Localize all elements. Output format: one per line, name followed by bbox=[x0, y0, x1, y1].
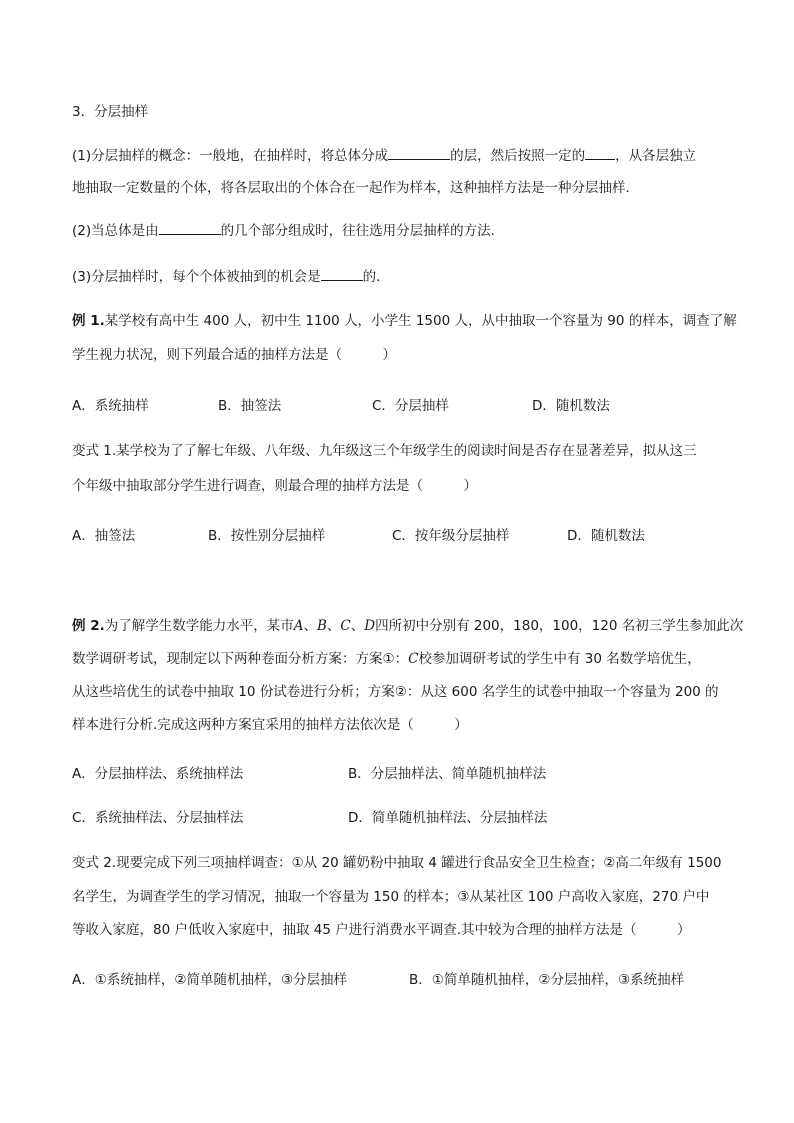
ex2-option-c: C．系统抽样法、分层抽样法 bbox=[72, 810, 244, 826]
concept-p3-b: 的． bbox=[362, 269, 390, 285]
var2-option-a: A．①系统抽样，②简单随机抽样，③分层抽样 bbox=[72, 972, 348, 988]
ex2-var-d: D bbox=[364, 618, 376, 634]
ex1-option-b: B．抽签法 bbox=[218, 398, 282, 414]
concept-p2-a: (2)当总体是由 bbox=[72, 223, 159, 239]
var1-label: 变式 1. bbox=[72, 443, 117, 459]
var2-label: 变式 2. bbox=[72, 855, 117, 871]
ex2-text1a: 为了解学生数学能力水平，某市 bbox=[104, 618, 294, 634]
var1-text1: 某学校为了了解七年级、八年级、九年级这三个年级学生的阅读时间是否存在显著差异，拟从这三 bbox=[116, 443, 697, 459]
ex2-option-a: A．分层抽样法、系统抽样法 bbox=[72, 766, 244, 782]
ex2-var-b: B bbox=[316, 618, 327, 634]
ex1-option-a: A．系统抽样 bbox=[72, 398, 149, 414]
var1-line2: 个年级中抽取部分学生进行调查，则最合理的抽样方法是（ ） bbox=[72, 478, 477, 494]
blank-1 bbox=[388, 145, 450, 160]
ex2-text2a: 数学调研考试，现制定以下两种卷面分析方案：方案①： bbox=[72, 651, 409, 667]
var1-line1 bbox=[72, 441, 697, 461]
blank-3 bbox=[159, 220, 221, 235]
blank-4 bbox=[321, 266, 363, 281]
ex2-line1 bbox=[72, 616, 743, 636]
var2-option-b: B．①简单随机抽样，②分层抽样，③系统抽样 bbox=[409, 972, 685, 988]
concept-p3 bbox=[72, 266, 390, 287]
ex1-text1: 某学校有高中生 400 人，初中生 1100 人，小学生 1500 人，从中抽取一个容量为 90 的样本，调查了解 bbox=[104, 313, 737, 329]
ex2-sep1: 、 bbox=[303, 618, 317, 634]
var2-line1 bbox=[72, 853, 721, 873]
var1-option-c: C．按年级分层抽样 bbox=[392, 528, 510, 544]
ex2-line4: 样本进行分析.完成这两种方案宜采用的抽样方法依次是（ ） bbox=[72, 717, 468, 733]
section-title: 3．分层抽样 bbox=[72, 104, 149, 120]
var1-option-d: D．随机数法 bbox=[567, 528, 645, 544]
concept-p1-c: ，从各层独立 bbox=[615, 148, 697, 164]
var1-option-a: A．抽签法 bbox=[72, 528, 136, 544]
concept-p2-b: 的几个部分组成时，往往选用分层抽样的方法． bbox=[220, 223, 505, 239]
ex2-line2 bbox=[72, 649, 701, 669]
ex2-option-d: D．简单随机抽样法、分层抽样法 bbox=[348, 810, 548, 826]
ex2-option-b: B．分层抽样法、简单随机抽样法 bbox=[348, 766, 547, 782]
ex2-var-c2: C bbox=[408, 651, 419, 667]
ex1-label: 例 1. bbox=[72, 313, 105, 329]
concept-p1-a: (1)分层抽样的概念：一般地，在抽样时，将总体分成 bbox=[72, 148, 389, 164]
concept-p1-b: 的层，然后按照一定的 bbox=[450, 148, 586, 164]
var1-option-b: B．按性别分层抽样 bbox=[208, 528, 326, 544]
ex2-text1e: 四所初中分别有 200，180，100，120 名初三学生参加此次 bbox=[375, 618, 744, 634]
ex1-option-d: D．随机数法 bbox=[532, 398, 610, 414]
var2-line3: 等收入家庭，80 户低收入家庭中，抽取 45 户进行消费水平调查.其中较为合理的抽样方法是（ ） bbox=[72, 922, 691, 938]
concept-p1-line2: 地抽取一定数量的个体，将各层取出的个体合在一起作为样本，这种抽样方法是一种分层抽样． bbox=[72, 180, 639, 196]
concept-p2 bbox=[72, 220, 504, 241]
ex2-line3: 从这些培优生的试卷中抽取 10 份试卷进行分析；方案②：从这 600 名学生的试卷中抽取一个容量为 200 的 bbox=[72, 684, 719, 700]
var2-text1: 现要完成下列三项抽样调查：①从 20 罐奶粉中抽取 4 罐进行食品安全卫生检查；②高二年级有 1500 bbox=[116, 855, 722, 871]
ex2-label: 例 2. bbox=[72, 618, 105, 634]
ex2-text2b: 校参加调研考试的学生中有 30 名数学培优生， bbox=[418, 651, 701, 667]
ex1-line2: 学生视力状况，则下列最合适的抽样方法是（ ） bbox=[72, 347, 396, 363]
ex2-sep3: 、 bbox=[350, 618, 365, 634]
concept-p1-line1 bbox=[72, 145, 696, 166]
blank-2 bbox=[585, 145, 615, 160]
concept-p3-a: (3)分层抽样时，每个个体被抽到的机会是 bbox=[72, 269, 321, 285]
ex2-sep2: 、 bbox=[326, 618, 341, 634]
ex2-var-c: C bbox=[340, 618, 351, 634]
ex1-option-c: C．分层抽样 bbox=[372, 398, 449, 414]
ex1-line1 bbox=[72, 311, 737, 331]
ex2-var-a: A bbox=[293, 618, 304, 634]
var2-line2: 名学生，为调查学生的学习情况，抽取一个容量为 150 的样本；③从某社区 100 户高收入家庭，270 户中 bbox=[72, 889, 710, 905]
